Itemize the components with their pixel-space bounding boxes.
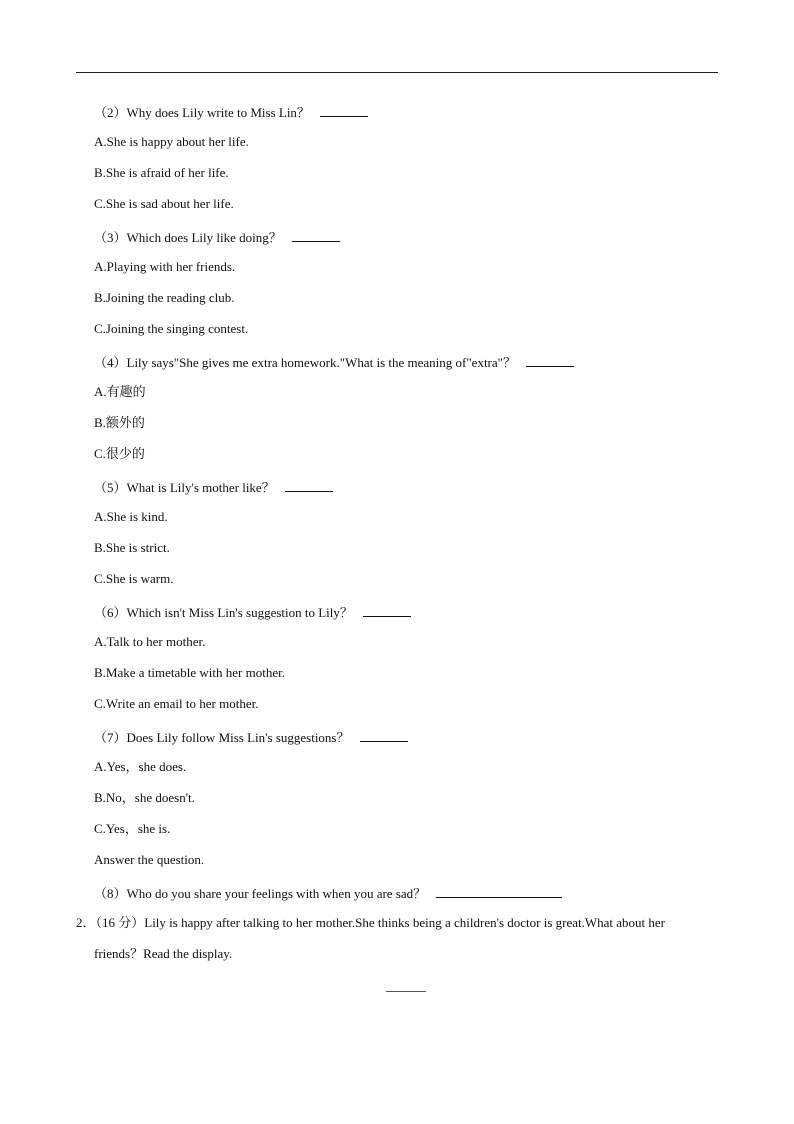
option-b: B.She is strict. [94, 540, 170, 555]
answer-blank[interactable] [363, 603, 411, 617]
option-c: C.She is sad about her life. [94, 196, 234, 211]
question-prompt: （4）Lily says"She gives me extra homework."What is the meaning of"extra"？ [94, 355, 516, 370]
option-b: B.Make a timetable with her mother. [94, 665, 285, 680]
option-b: B.额外的 [94, 415, 145, 430]
answer-blank[interactable] [285, 478, 333, 492]
question-2 [94, 103, 368, 121]
answer-blank[interactable] [320, 103, 368, 117]
question-7 [94, 728, 408, 746]
option-b: B.No，she doesn't. [94, 790, 195, 805]
answer-heading: Answer the question. [94, 852, 205, 867]
question-prompt: （2）Why does Lily write to Miss Lin？ [94, 105, 310, 120]
question-4 [94, 353, 574, 371]
option-c: C.Write an email to her mother. [94, 696, 259, 711]
option-c: C.Yes，she is. [94, 821, 171, 836]
question-3 [94, 228, 340, 246]
option-b: B.Joining the reading club. [94, 290, 235, 305]
section-2-intro-cont: friends？Read the display. [94, 946, 233, 961]
section-2-intro: 2．（16 分）Lily is happy after talking to her mother.She thinks being a children's doctor is great.What about her [76, 915, 666, 930]
question-5 [94, 478, 333, 496]
question-prompt: （6）Which isn't Miss Lin's suggestion to Lily？ [94, 605, 353, 620]
header-rule [76, 72, 718, 73]
option-a: A.Playing with her friends. [94, 259, 236, 274]
option-a: A.She is happy about her life. [94, 134, 249, 149]
question-6 [94, 603, 411, 621]
option-c: C.She is warm. [94, 571, 174, 586]
option-a: A.有趣的 [94, 384, 146, 399]
question-8 [94, 884, 562, 902]
option-c: C.很少的 [94, 446, 145, 461]
answer-blank[interactable] [436, 884, 562, 898]
footer-rule [386, 991, 426, 992]
question-prompt: （8）Who do you share your feelings with when you are sad？ [94, 886, 427, 901]
question-prompt: （3）Which does Lily like doing？ [94, 230, 282, 245]
question-prompt: （7）Does Lily follow Miss Lin's suggestions？ [94, 730, 350, 745]
answer-blank[interactable] [360, 728, 408, 742]
option-a: A.Talk to her mother. [94, 634, 206, 649]
option-a: A.She is kind. [94, 509, 168, 524]
question-prompt: （5）What is Lily's mother like？ [94, 480, 275, 495]
answer-blank[interactable] [526, 353, 574, 367]
option-c: C.Joining the singing contest. [94, 321, 249, 336]
option-b: B.She is afraid of her life. [94, 165, 229, 180]
answer-blank[interactable] [292, 228, 340, 242]
option-a: A.Yes，she does. [94, 759, 187, 774]
